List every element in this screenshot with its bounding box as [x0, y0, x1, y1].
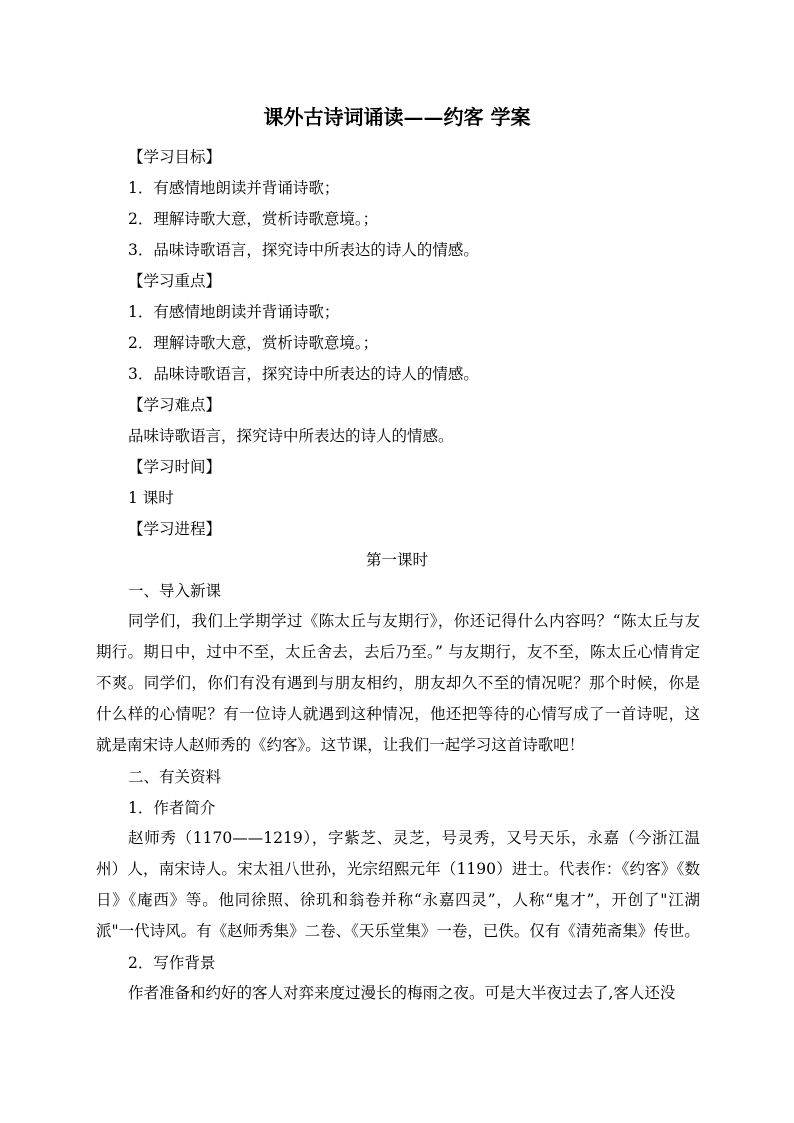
intro-heading: 一、导入新课 — [128, 582, 222, 600]
process-heading: 【学习进程】 — [128, 520, 222, 538]
goals-heading: 【学习目标】 — [128, 148, 222, 166]
key-point-item-3: 3．品味诗歌语言，探究诗中所表达的诗人的情感。 — [128, 365, 479, 383]
goal-item-1: 1．有感情地朗读并背诵诗歌； — [128, 179, 340, 197]
key-point-item-1: 1．有感情地朗读并背诵诗歌； — [128, 303, 340, 321]
key-point-item-2: 2．理解诗歌大意，赏析诗歌意境。； — [128, 334, 379, 352]
goal-item-3: 3．品味诗歌语言，探究诗中所表达的诗人的情感。 — [128, 241, 479, 259]
materials-heading: 二、有关资料 — [128, 768, 222, 786]
difficulties-text: 品味诗歌语言，探究诗中所表达的诗人的情感。 — [128, 427, 454, 445]
page-title: 课外古诗词诵读——约客 学案 — [263, 105, 531, 129]
background-paragraph: 作者准备和约好的客人对弈来度过漫长的梅雨之夜。可是大半夜过去了,客人还没 — [128, 984, 676, 1002]
difficulties-heading: 【学习难点】 — [128, 396, 222, 414]
author-heading: 1．作者简介 — [128, 799, 216, 817]
time-text: 1 课时 — [128, 489, 174, 507]
key-points-heading: 【学习重点】 — [128, 272, 222, 290]
intro-paragraph: 同学们，我们上学期学过《陈太丘与友期行》，你还记得什么内容吗？“陈太丘与友期行。期日中，过中不至，太丘舍去，去后乃至。” 与友期行，友不至，陈太丘心情肯定不爽。同学们，你们有没有遇到与朋友相约，朋友却久不至的情况呢？那个时候，你是什么样的心情呢？有一位诗人就遇到这种情况，他还把等待的心情写成了一首诗呢，这就是南宋诗人赵师秀的《约客》。这节课，让我们一起学习这首诗歌吧！ — [96, 612, 700, 754]
time-heading: 【学习时间】 — [128, 458, 222, 476]
lesson-title: 第一课时 — [365, 551, 428, 569]
background-heading: 2．写作背景 — [128, 954, 216, 972]
author-paragraph: 赵师秀（1170——1219），字紫芝、灵芝，号灵秀，又号天乐，永嘉（今浙江温州）人，南宋诗人。宋太祖八世孙，光宗绍熙元年（1190）进士。代表作：《约客》《数日》《庵西》等。他同徐照、徐玑和翁卷并称“永嘉四灵”，人称“鬼才”，开创了"江湖派"一代诗风。有《赵师秀集》二卷、《天乐堂集》一卷，已佚。仅有《清苑斋集》传世。 — [96, 829, 700, 940]
goal-item-2: 2．理解诗歌大意，赏析诗歌意境。； — [128, 210, 379, 228]
